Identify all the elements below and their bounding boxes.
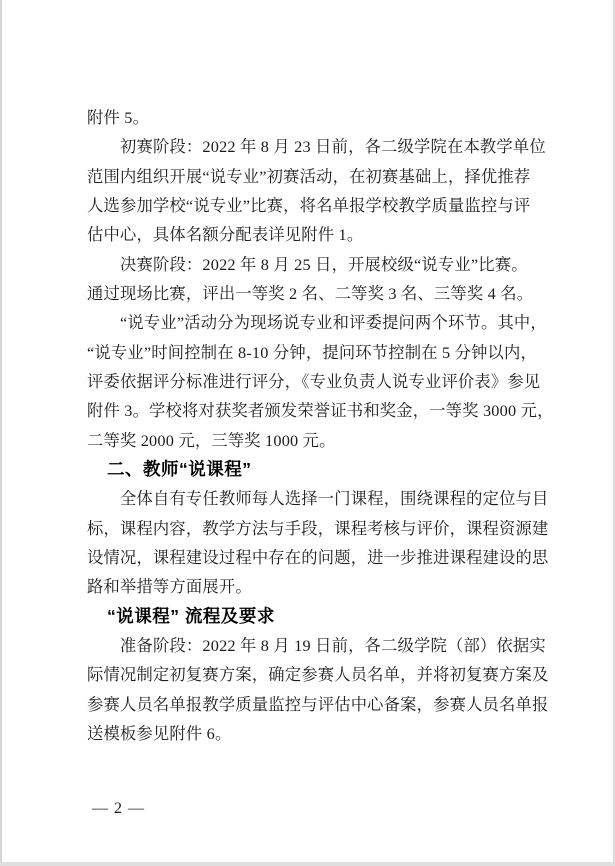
text-line: 设情况，课程建设过程中存在的问题，进一步推进课程建设的思: [87, 547, 549, 567]
section-heading-teacher-shuokecheng: 二、教师“说课程”: [107, 458, 252, 479]
text-line: 标，课程内容，教学方法与手段，课程考核与评价，课程资源建: [87, 518, 549, 538]
text-line: 人选参加学校“说专业”比赛，将名单报学校教学质量监控与评: [87, 195, 531, 215]
text-line: 附件 5。: [87, 108, 150, 127]
text-line: 二等奖 2000 元，三等奖 1000 元。: [87, 430, 336, 450]
page-bottom-edge: [0, 862, 615, 866]
text-line: 参赛人员名单报教学质量监控与评估中心备案，参赛人员名单报: [87, 694, 549, 714]
text-line: 通过现场比赛，评出一等奖 2 名、二等奖 3 名、三等奖 4 名。: [87, 283, 534, 303]
text-line: 评委依据评分标准进行评分，《专业负责人说专业评价表》参见: [87, 371, 541, 391]
document-body: [87, 103, 554, 748]
page-left-edge: [0, 0, 2, 866]
text-line: 附件 3。学校将对获奖者颁发荣誉证书和奖金，一等奖 3000 元，: [87, 401, 554, 421]
text-line: 估中心，具体名额分配表详见附件 1。: [87, 225, 364, 245]
text-line: 际情况制定初复赛方案，确定参赛人员名单，并将初复赛方案及: [87, 665, 549, 685]
text-line: 准备阶段：2022 年 8 月 19 日前，各二级学院（部）依据实: [120, 635, 546, 655]
text-line: 路和举措等方面展开。: [87, 577, 252, 597]
page-number: — 2 —: [92, 800, 145, 817]
text-line: “说专业”活动分为现场说专业和评委提问两个环节。其中，: [120, 313, 547, 333]
text-line: 范围内组织开展“说专业”初赛活动，在初赛基础上，择优推荐: [87, 166, 531, 186]
text-line: “说专业”时间控制在 8-10 分钟，提问环节控制在 5 分钟以内，: [87, 342, 537, 362]
text-line: 全体自有专任教师每人选择一门课程，围绕课程的定位与目: [120, 489, 549, 509]
text-line: 送模板参见附件 6。: [87, 723, 232, 743]
section-heading-shuokecheng-process: “说课程” 流程及要求: [107, 605, 275, 626]
text-line: 决赛阶段：2022 年 8 月 25 日，开展校级“说专业”比赛。: [120, 254, 528, 274]
text-line: 初赛阶段：2022 年 8 月 23 日前，各二级学院在本教学单位: [120, 137, 546, 157]
